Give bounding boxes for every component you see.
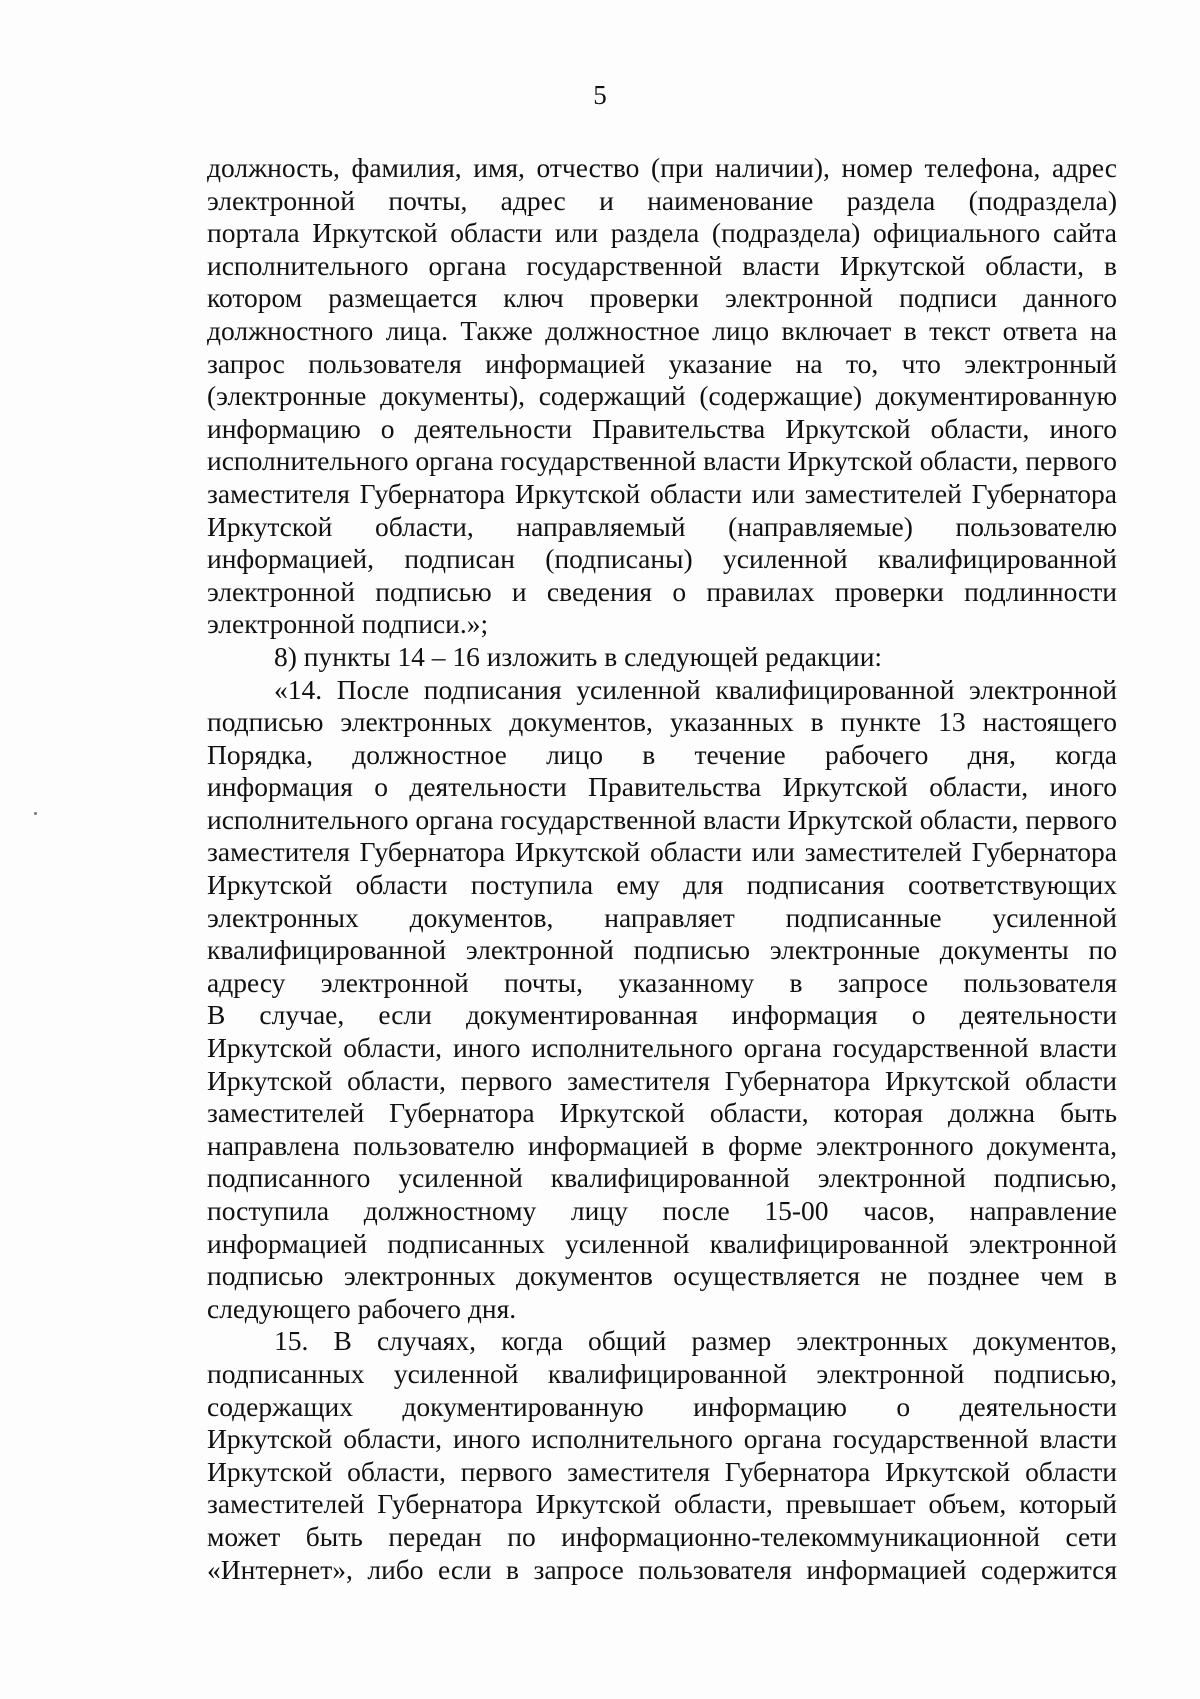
text-line: квалифицированной электронной подписью электронные документы по	[207, 934, 1117, 966]
text-line: Иркутской области, иного исполнительного органа государственной власти	[207, 1423, 1117, 1455]
text-line: заместителя Губернатора Иркутской области или заместителей Губернатора	[207, 836, 1117, 868]
text-line: Порядка, должностное лицо в течение рабочего дня, когда	[207, 738, 1117, 770]
text-line: Иркутской области, первого заместителя Губернатора Иркутской области	[207, 1064, 1117, 1096]
text-line: информацией подписанных усиленной квалифицированной электронной	[207, 1227, 1117, 1259]
document-body	[207, 152, 1117, 1586]
text-line: подписанных усиленной квалифицированной электронной подписью,	[207, 1357, 1117, 1389]
scan-speck	[34, 812, 37, 815]
text-line: электронных документов, направляет подписанные усиленной	[207, 901, 1117, 933]
text-line: адресу электронной почты, указанному в запросе пользователя	[207, 966, 1117, 998]
text-line: заместителей Губернатора Иркутской области, превышает объем, который	[207, 1488, 1117, 1520]
text-line: В случае, если документированная информация о деятельности	[207, 999, 1117, 1031]
text-line: (электронные документы), содержащий (содержащие) документированную	[207, 380, 1117, 412]
page-number: 5	[593, 80, 607, 110]
text-line: информация о деятельности Правительства Иркутской области, иного	[207, 771, 1117, 803]
text-line: исполнительного органа государственной власти Иркутской области, первого	[207, 803, 1117, 835]
text-line: 15. В случаях, когда общий размер электронных документов,	[274, 1325, 1117, 1357]
text-line: подписью электронных документов осуществляется не позднее чем в	[207, 1260, 1117, 1292]
text-line: информацию о деятельности Правительства Иркутской области, иного	[207, 412, 1117, 444]
text-line: информацией, подписан (подписаны) усиленной квалифицированной	[207, 543, 1117, 575]
text-line: подписанного усиленной квалифицированной электронной подписью,	[207, 1162, 1117, 1194]
text-line: «Интернет», либо если в запросе пользователя информацией содержится	[207, 1553, 1117, 1585]
text-line: исполнительного органа государственной власти Иркутской области, в	[207, 249, 1117, 281]
text-line: должностного лица. Также должностное лицо включает в текст ответа на	[207, 314, 1117, 346]
text-line: заместителей Губернатора Иркутской области, которая должна быть	[207, 1097, 1117, 1129]
text-line: может быть передан по информационно-телекоммуникационной сети	[207, 1520, 1117, 1552]
text-line: следующего рабочего дня.	[207, 1292, 517, 1324]
text-line: электронной почты, адрес и наименование раздела (подраздела)	[207, 184, 1117, 216]
text-line: Иркутской области, иного исполнительного органа государственной власти	[207, 1032, 1117, 1064]
text-line: исполнительного органа государственной власти Иркутской области, первого	[207, 445, 1117, 477]
text-line: электронной подписи.»;	[207, 608, 489, 640]
text-line: электронной подписью и сведения о правилах проверки подлинности	[207, 575, 1117, 607]
text-line: поступила должностному лицу после 15-00 часов, направление	[207, 1195, 1117, 1226]
text-line: Иркутской области, направляемый (направляемые) пользователю	[207, 510, 1117, 542]
text-line: должность, фамилия, имя, отчество (при наличии), номер телефона, адрес	[207, 152, 1117, 183]
text-line: котором размещается ключ проверки электронной подписи данного	[207, 282, 1117, 314]
text-line: подписью электронных документов, указанных в пункте 13 настоящего	[207, 706, 1117, 738]
text-line: 8) пункты 14 – 16 изложить в следующей редакции:	[274, 640, 883, 672]
text-line: «14. После подписания усиленной квалифицированной электронной	[274, 673, 1117, 705]
text-line: содержащих документированную информацию о деятельности	[207, 1390, 1117, 1422]
text-line: Иркутской области, первого заместителя Губернатора Иркутской области	[207, 1455, 1117, 1487]
text-line: направлена пользователю информацией в форме электронного документа,	[207, 1129, 1117, 1161]
text-line: заместителя Губернатора Иркутской области или заместителей Губернатора	[207, 477, 1117, 509]
text-line: портала Иркутской области или раздела (подраздела) официального сайта	[207, 217, 1117, 249]
text-line: Иркутской области поступила ему для подписания соответствующих	[207, 869, 1117, 901]
text-line: запрос пользователя информацией указание на то, что электронный	[207, 347, 1117, 379]
